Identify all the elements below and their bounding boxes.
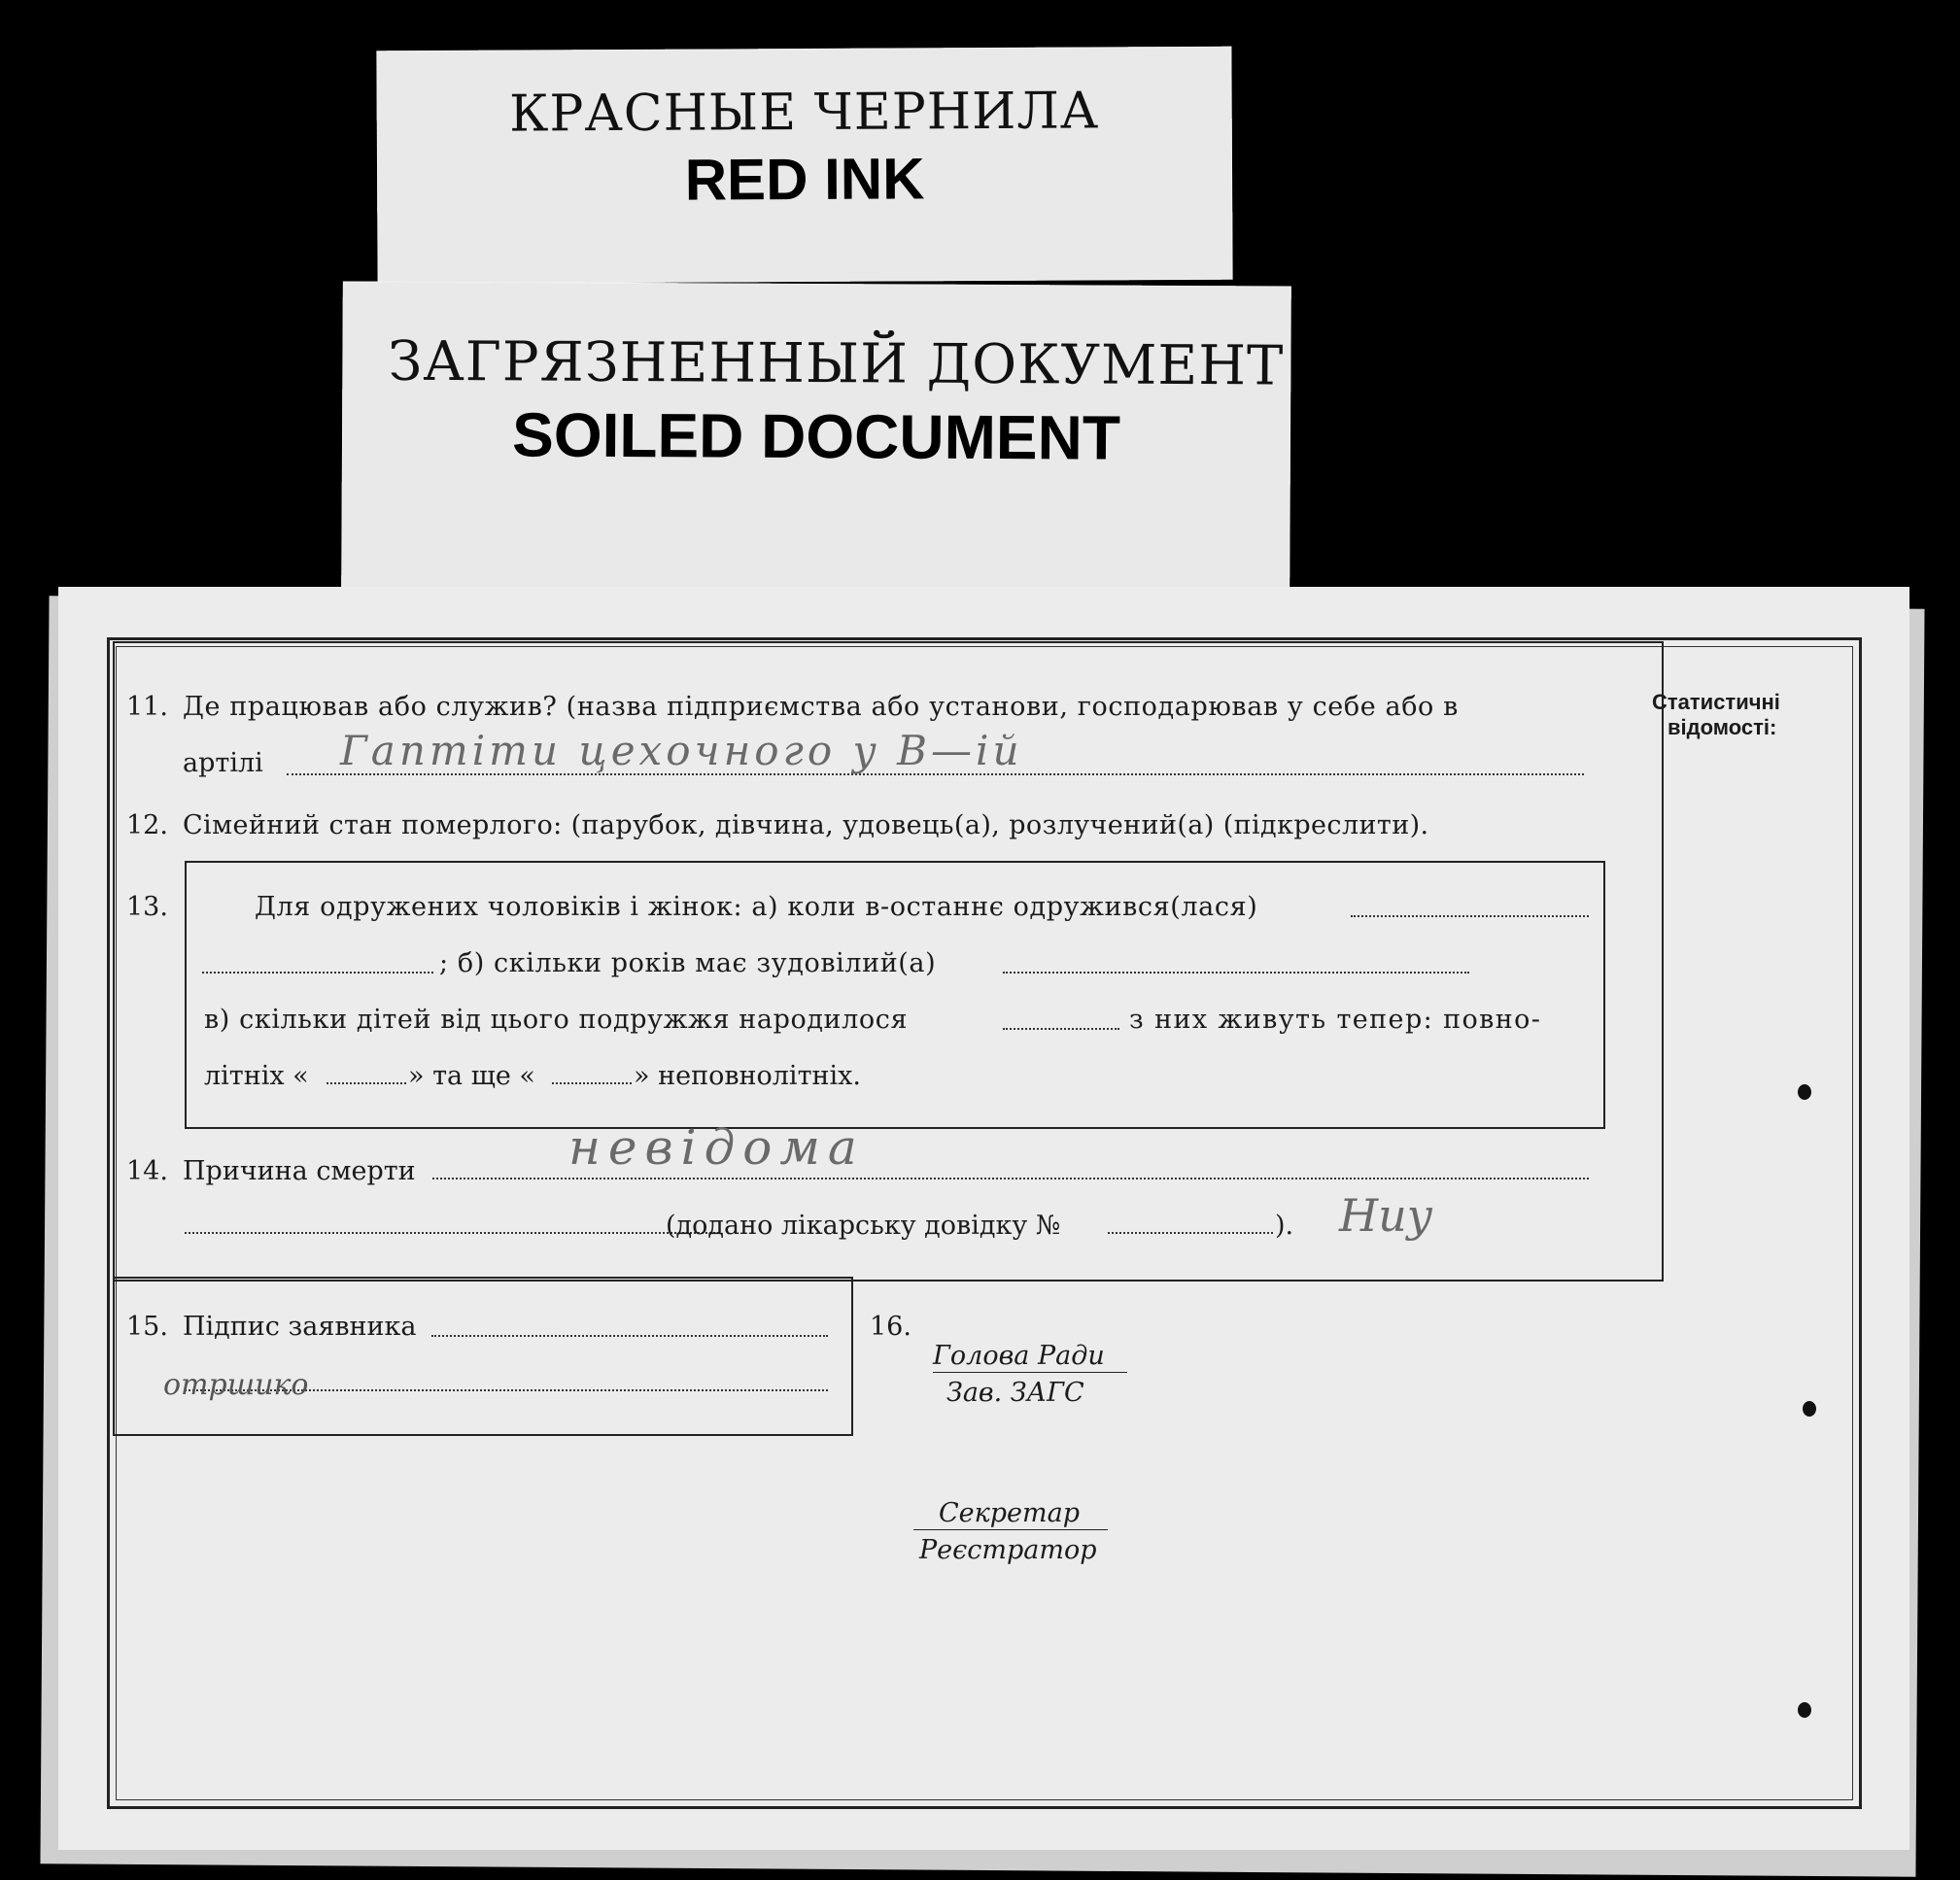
field-14-number: 14.	[126, 1156, 168, 1186]
field-13-number: 13.	[126, 892, 168, 922]
field-16-council-head: Голова Ради	[933, 1341, 1105, 1371]
field-13-line4a: літніх «	[204, 1061, 309, 1091]
punch-hole	[1803, 1401, 1816, 1417]
field-13-marriage-date-line	[1351, 915, 1589, 917]
field-15-number: 15.	[126, 1312, 168, 1342]
field-14-cause-line	[432, 1178, 1589, 1179]
field-16-registry-head: Зав. ЗАГС	[946, 1378, 1084, 1408]
field-15-handwritten-signature: отршико	[163, 1368, 309, 1402]
field-14-handwritten-initials: Ниу	[1339, 1189, 1433, 1242]
soiled-label-en: SOILED DOCUMENT	[511, 399, 1121, 473]
field-12-number: 12.	[126, 810, 168, 840]
field-11-question: Де працював або служив? (назва підприємства або установи, господарював у себе або в	[183, 692, 1459, 722]
stats-label-line1: Статистичні	[1652, 690, 1780, 714]
punch-hole	[1798, 1084, 1811, 1100]
field-11-number: 11.	[126, 692, 168, 722]
field-13-line1: Для одружених чоловіків і жінок: а) коли в-останнє одружився(лася)	[255, 892, 1258, 922]
field-13-line4c: » неповнолітніх.	[634, 1061, 861, 1091]
field-13-line3a: в) скільки дітей від цього подружжя народилося	[204, 1005, 909, 1035]
soiled-label-ru: ЗАГРЯЗНЕННЫЙ ДОКУМЕНТ	[388, 329, 1285, 398]
field-16-registrar: Реєстратор	[919, 1535, 1097, 1565]
field-16-secretary: Секретар	[939, 1498, 1081, 1528]
document-sheet	[58, 587, 1909, 1850]
field-14-handwritten-cause: невідома	[568, 1119, 865, 1176]
stats-label-line2: відомості:	[1668, 715, 1777, 739]
field-13-line4b: » та ще «	[408, 1061, 535, 1091]
field-15-box	[113, 1277, 853, 1436]
soiled-document-label-card	[341, 281, 1291, 597]
field-16-divider-1	[933, 1372, 1127, 1373]
field-16-number: 16.	[870, 1312, 911, 1342]
red-ink-label-en: RED INK	[684, 146, 925, 213]
field-13-line3b: з них живуть тепер: повно-	[1129, 1005, 1542, 1035]
field-11-artili: артілі	[183, 748, 263, 778]
field-14-certificate-number-line	[1108, 1232, 1273, 1234]
field-15-signature-line	[431, 1335, 828, 1337]
field-15-label: Підпис заявника	[183, 1312, 417, 1342]
field-13-marriage-date-line2	[202, 972, 433, 974]
field-13-line2: ; б) скільки років має зудовілий(а)	[439, 948, 937, 978]
field-13-children-line	[1003, 1028, 1119, 1030]
field-16-divider-2	[913, 1529, 1108, 1530]
red-ink-label-ru: КРАСНЫЕ ЧЕРНИЛА	[509, 82, 1100, 144]
field-14-line2-dots	[185, 1232, 719, 1234]
field-13-adults-line	[327, 1082, 406, 1084]
field-14-certificate: (додано лікарську довідку №	[666, 1211, 1061, 1241]
field-13-years-line	[1003, 972, 1469, 974]
field-14-label: Причина смерти	[183, 1156, 416, 1186]
field-12-marital-status: Сімейний стан померлого: (парубок, дівчина, удовець(а), розлучений(а) (підкреслити).	[183, 810, 1429, 840]
field-13-minors-line	[552, 1082, 632, 1084]
field-14-certificate-end: ).	[1275, 1211, 1294, 1241]
red-ink-label-card	[376, 47, 1232, 285]
punch-hole	[1798, 1702, 1811, 1718]
field-11-handwritten-answer: Гаптіти цехочного у В—ій	[340, 727, 1023, 774]
